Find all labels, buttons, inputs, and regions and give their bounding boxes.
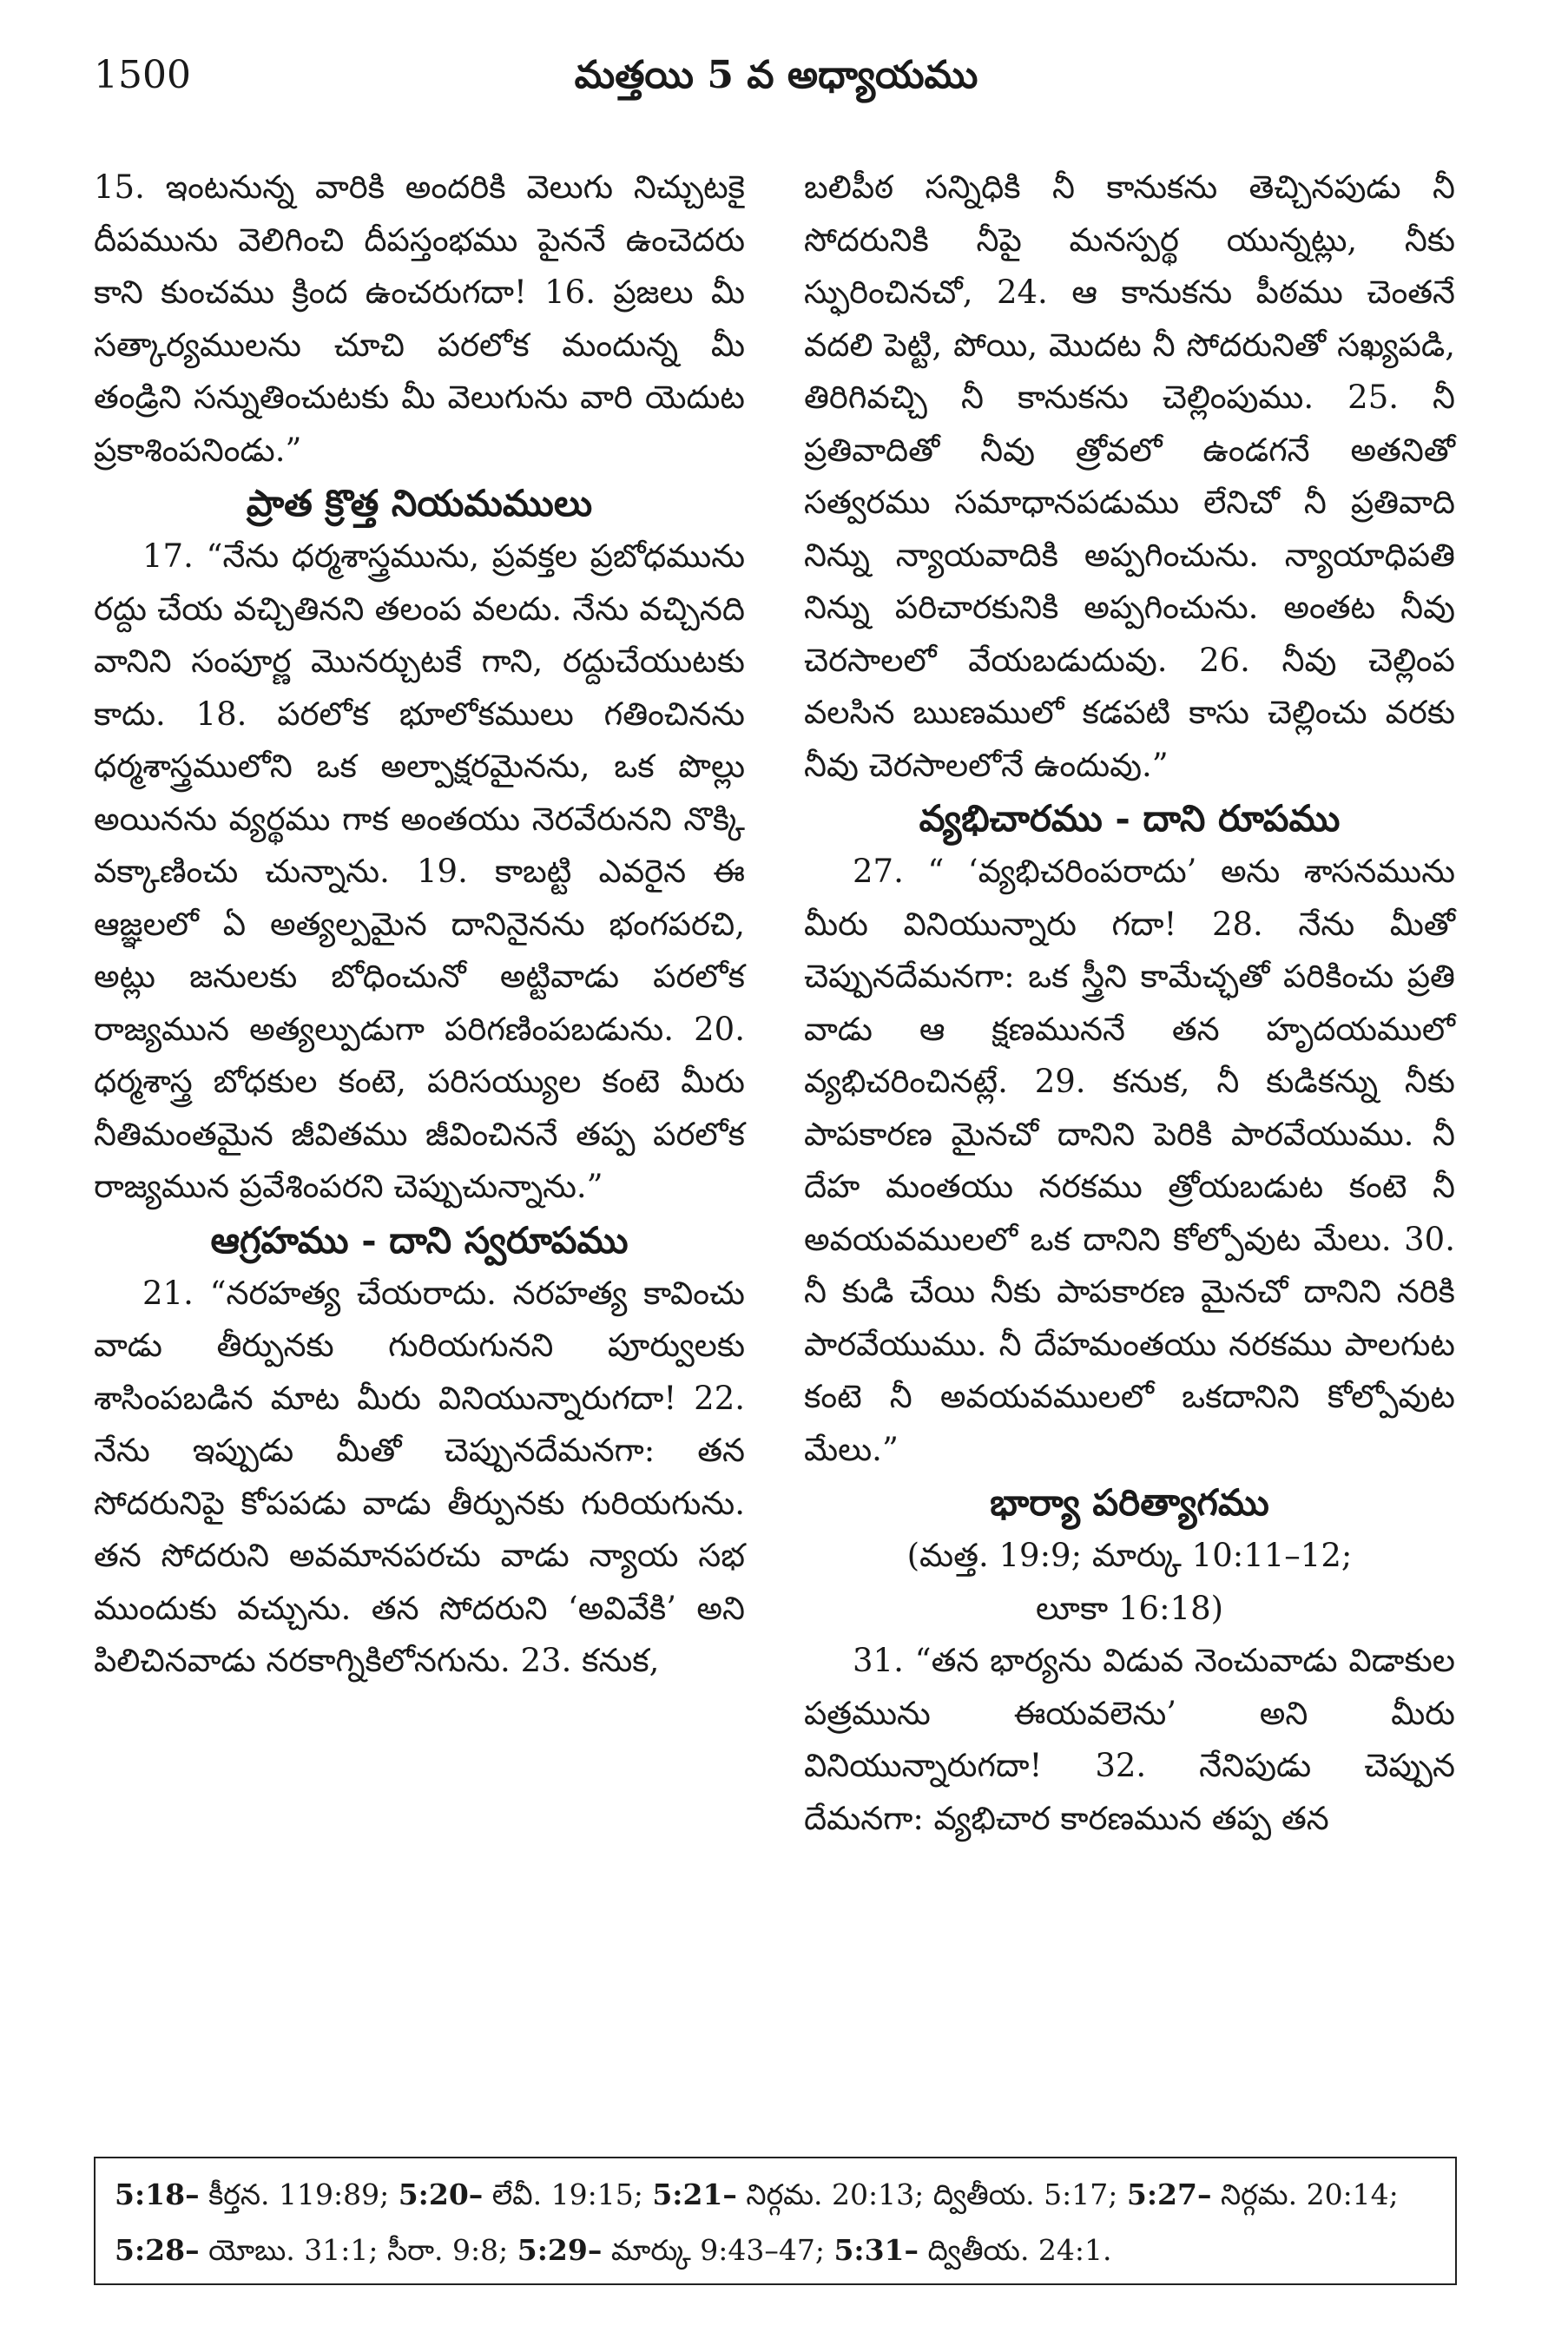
paragraph-verse-31: 31. “తన భార్యను విడువ నెంచువాడు విడాకుల పత్రమును ఈయవలెను’ అని మీరు వినియున్నారుగదా! 32. నేనిపుడు చెప్పున దేమనగా: వ్యభిచార కారణమున తప్ప తన: [804, 1642, 1455, 1837]
footnote-ref: 5:28–: [115, 2233, 200, 2267]
right-column: [804, 161, 1455, 1845]
footnote-ref: 5:27–: [1126, 2177, 1212, 2211]
paragraph-verse-15: 15. ఇంటనున్న వారికి అందరికి వెలుగు నిచ్చుటకై దీపమును వెలిగించి దీపస్తంభము పైననే ఉంచెదరు కాని కుంచము క్రింద ఉంచరుగదా! 16. ప్రజలు మీ సత్కార్యములను చూచి పరలోక మందున్న మీ తండ్రిని సన్నుతించుటకు మీ వెలుగును వారి యెదుట ప్రకాశింపనిండు.”: [94, 168, 745, 469]
footnote-ref: 5:21–: [652, 2177, 737, 2211]
section-heading: వ్యభిచారము - దాని రూపము: [919, 797, 1341, 840]
cross-reference-line: (మత్త. 19:9; మార్కు 10:11–12;: [906, 1537, 1353, 1574]
running-head: మత్తయి 5 వ అధ్యాయము: [574, 53, 978, 97]
footnote-text: [115, 2167, 1436, 2278]
footnote-citation: నిర్గమ. 20:14;: [1211, 2177, 1399, 2211]
left-column: [94, 161, 745, 1688]
paragraph-verse-21: 21. “నరహత్య చేయరాదు. నరహత్య కావించు వాడు తీర్పునకు గురియగునని పూర్వులకు శాసింపబడిన మాట మీరు వినియున్నారుగదా! 22. నేను ఇప్పుడు మీతో చెప్పునదేమనగా: తన సోదరునిపై కోపపడు వాడు తీర్పునకు గురియగును. తన సోదరుని అవమానపరచు వాడు న్యాయ సభ ముందుకు వచ్చును. తన సోదరుని ‘అవివేకి’ అని పిలిచినవాడు నరకాగ్నికిలోనగును. 23. కనుక,: [94, 1274, 745, 1679]
paragraph-verse-23-cont: బలిపీఠ సన్నిధికి నీ కానుకను తెచ్చినపుడు నీ సోదరునికి నీపై మనస్పర్థ యున్నట్లు, నీకు స్ఫురించినచో, 24. ఆ కానుకను పీఠము చెంతనే వదలి పెట్టి, పోయి, మొదట నీ సోదరునితో సఖ్యపడి, తిరిగివచ్చి నీ కానుకను చెల్లింపుము. 25. నీ ప్రతివాదితో నీవు త్రోవలో ఉండగనే అతనితో సత్వరము సమాధానపడుము లేనిచో నీ ప్రతివాది నిన్ను న్యాయవాదికి అప్పగించును. న్యాయాధిపతి నిన్ను పరిచారకునికి అప్పగించును. అంతట నీవు చెరసాలలో వేయబడుదువు. 26. నీవు చెల్లింప వలసిన ఋణములో కడపటి కాసు చెల్లించు వరకు నీవు చెరసాలలోనే ఉందువు.”: [804, 168, 1455, 784]
footnote-citation: నిర్గమ. 20:13; ద్వితీయ. 5:17;: [736, 2177, 1127, 2211]
footnote-box: [94, 2157, 1457, 2285]
section-heading: భార్యా పరిత్యాగము: [990, 1481, 1269, 1524]
section-heading: ప్రాత క్రొత్త నియమములు: [246, 482, 593, 524]
footnote-citation: లేవీ. 19:15;: [483, 2177, 653, 2211]
footnote-citation: యోబు. 31:1; సీరా. 9:8;: [199, 2233, 517, 2267]
footnote-citation: ద్వితీయ. 24:1.: [919, 2233, 1112, 2267]
footnote-ref: 5:29–: [517, 2233, 603, 2267]
footnote-ref: 5:20–: [398, 2177, 484, 2211]
page-number: 1500: [94, 53, 191, 97]
footnote-citation: కీర్తన. 119:89;: [199, 2177, 399, 2211]
footnote-ref: 5:31–: [833, 2233, 919, 2267]
page-header: [94, 45, 1459, 106]
footnote-ref: 5:18–: [115, 2177, 200, 2211]
footnote-citation: మార్కు 9:43–47;: [602, 2233, 834, 2267]
paragraph-verse-27: 27. “ ‘వ్యభిచరింపరాదు’ అను శాసనమును మీరు వినియున్నారు గదా! 28. నేను మీతో చెప్పునదేమనగా: ఒక స్త్రీని కామేచ్ఛతో పరికించు ప్రతి వాడు ఆ క్షణముననే తన హృదయములో వ్యభిచరించినట్లే. 29. కనుక, నీ కుడికన్ను నీకు పాపకారణ మైనచో దానిని పెరికి పారవేయుము. నీ దేహ మంతయు నరకము త్రోయబడుట కంటె నీ అవయవములలో ఒక దానిని కోల్పోవుట మేలు. 30. నీ కుడి చేయి నీకు పాపకారణ మైనచో దానిని నరికి పారవేయుము. నీ దేహమంతయు నరకము పాలగుట కంటె నీ అవయవములలో ఒకదానిని కోల్పోవుట మేలు.”: [804, 853, 1455, 1468]
paragraph-verse-17: 17. “నేను ధర్మశాస్త్రమును, ప్రవక్తల ప్రబోధమును రద్దు చేయ వచ్చితినని తలంప వలదు. నేను వచ్చినది వానిని సంపూర్ణ మొనర్చుటకే గాని, రద్దుచేయుటకు కాదు. 18. పరలోక భూలోకములు గతించినను ధర్మశాస్త్రములోని ఒక అల్పాక్షరమైనను, ఒక పొల్లు అయినను వ్యర్థము గాక అంతయు నెరవేరునని నొక్కి వక్కాణించు చున్నాను. 19. కాబట్టి ఎవరైన ఈ ఆజ్ఞలలో ఏ అత్యల్పమైన దానినైనను భంగపరచి, అట్లు జనులకు బోధించునో అట్టివాడు పరలోక రాజ్యమున అత్యల్పుడుగా పరిగణింపబడును. 20. ధర్మశాస్త్ర బోధకుల కంటె, పరిసయ్యుల కంటె మీరు నీతిమంతమైన జీవితము జీవించిననే తప్ప పరలోక రాజ్యమున ప్రవేశింపరని చెప్పుచున్నాను.”: [94, 537, 745, 1205]
section-heading: ఆగ్రహము - దాని స్వరూపము: [210, 1218, 629, 1262]
cross-reference-line: లూకా 16:18): [1035, 1589, 1224, 1627]
